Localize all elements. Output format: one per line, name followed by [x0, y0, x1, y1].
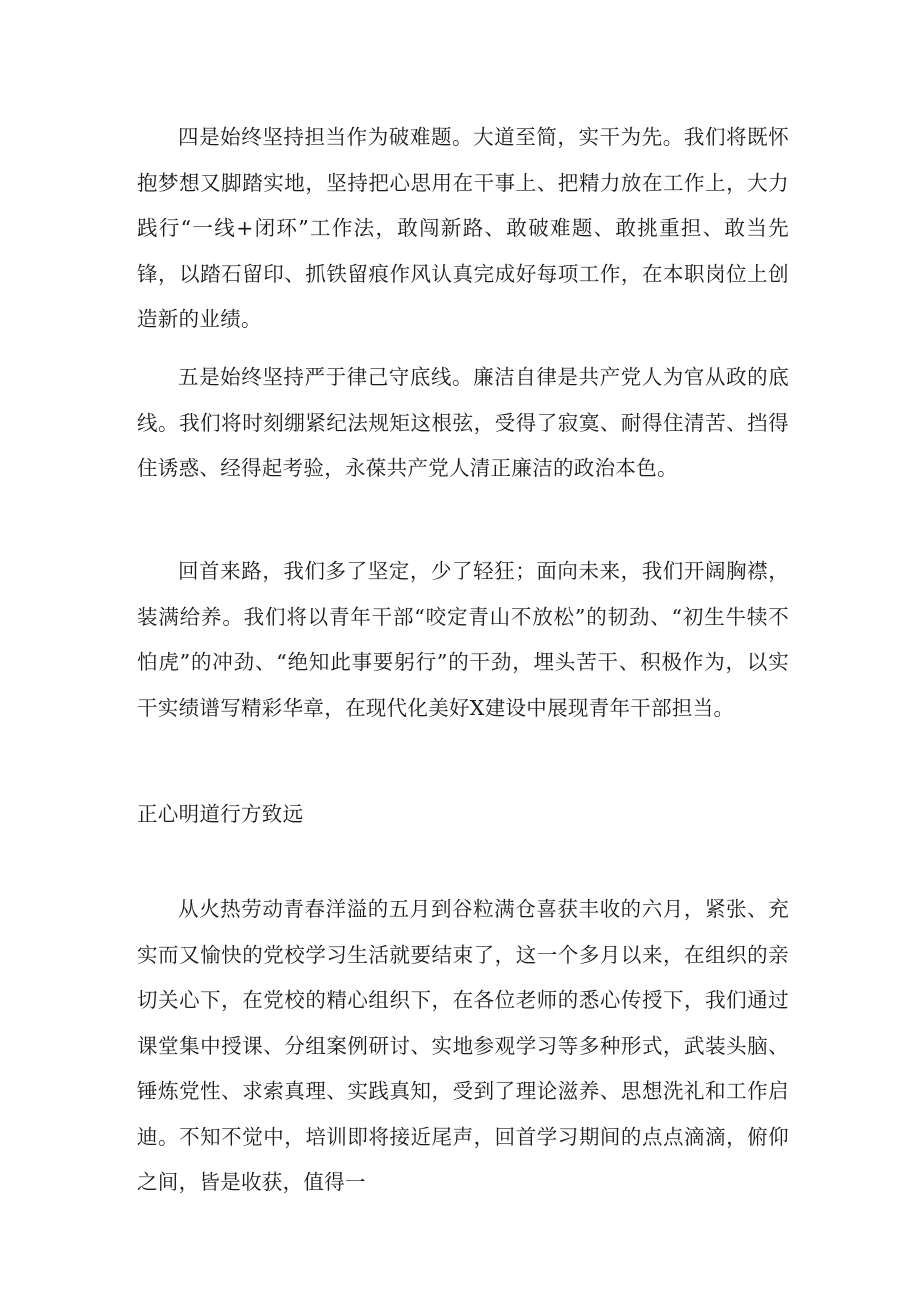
paragraph-looking-back: 回首来路，我们多了坚定，少了轻狂；面向未来，我们开阔胸襟，装满给养。我们将以青年干部“咬定青山不放松”的韧劲、“初生牛犊不怕虎”的冲劲、“绝知此事要躬行”的干劲，埋头苦干、积极作为，以实干实绩谱写精彩华章，在现代化美好X建设中展现青年干部担当。	[137, 559, 789, 720]
paragraph-fourth-point: 四是始终坚持担当作为破难题。大道至简，实干为先。我们将既怀抱梦想又脚踏实地，坚持把心思用在干事上、把精力放在工作上，大力践行“一线+闭环”工作法，敢闯新路、敢破难题、敢挑重担、敢当先锋，以踏石留印、抓铁留痕作风认真完成好每项工作，在本职岗位上创造新的业绩。	[137, 125, 789, 331]
paragraph-party-school-study: 从火热劳动青春洋溢的五月到谷粒满仓喜获丰收的六月，紧张、充实而又愉快的党校学习生活就要结束了，这一个多月以来，在组织的亲切关心下，在党校的精心组织下，在各位老师的悉心传授下，我们通过课堂集中授课、分组案例研讨、实地参观学习等多种形式，武装头脑、锤炼党性、求索真理、实践真知，受到了理论滋养、思想洗礼和工作启迪。不知不觉中，培训即将接近尾声，回首学习期间的点点滴滴，俯仰之间，皆是收获，值得一	[137, 897, 789, 1194]
section-title: 正心明道行方致远	[137, 802, 304, 826]
paragraph-fifth-point: 五是始终坚持严于律己守底线。廉洁自律是共产党人为官从政的底线。我们将时刻绷紧纪法规矩这根弦，受得了寂寞、耐得住清苦、挡得住诱惑、经得起考验，永葆共产党人清正廉洁的政治本色。	[137, 365, 789, 480]
